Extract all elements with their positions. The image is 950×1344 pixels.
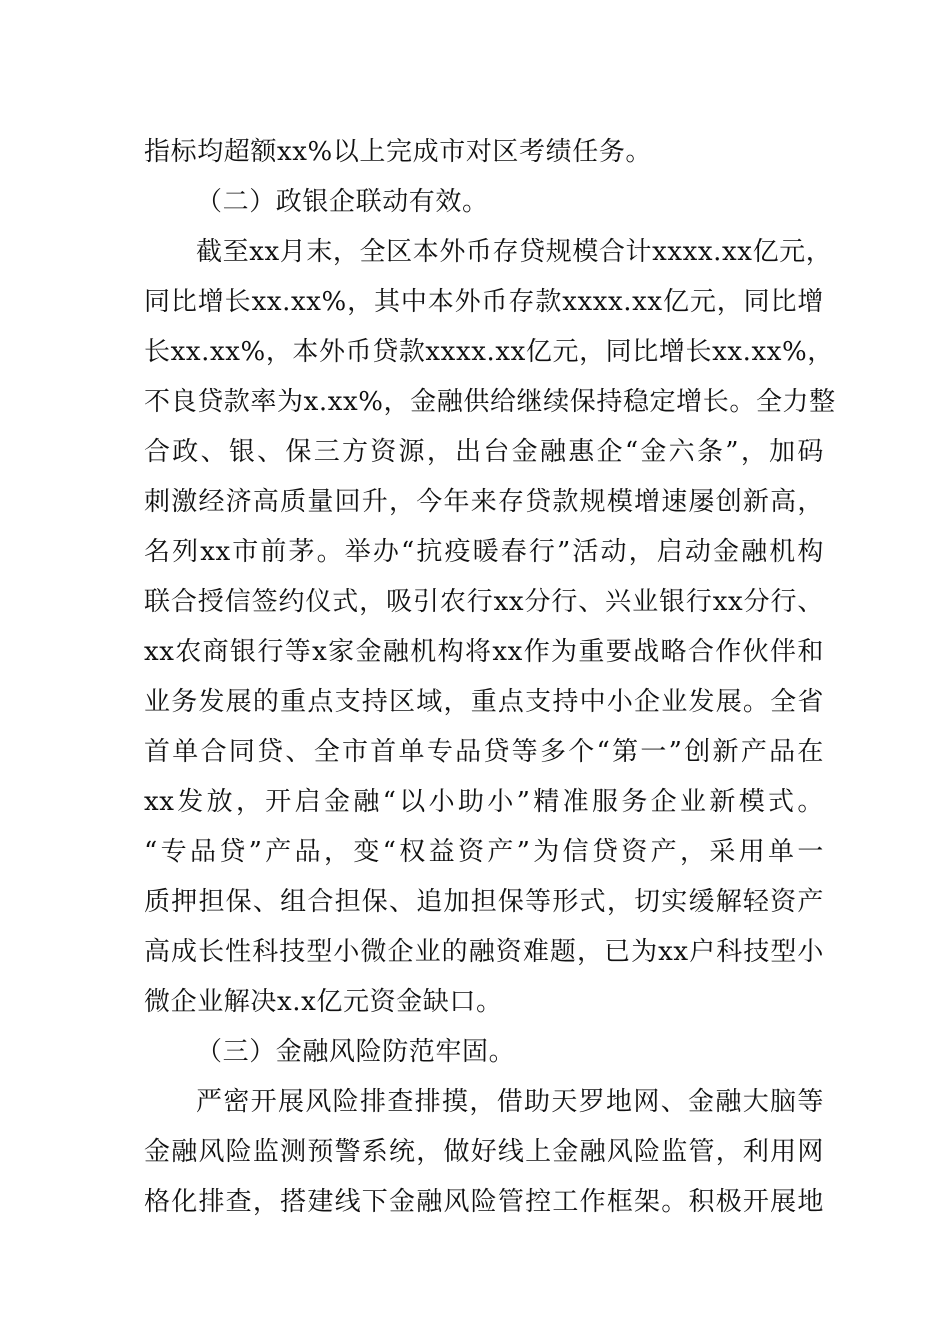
text-line: 合政、银、保三方资源，出台金融惠企“金六条”，加码 (144, 437, 824, 467)
text-line: 业务发展的重点支持区域，重点支持中小企业发展。全省 (144, 687, 824, 717)
text-line: “专品贷”产品，变“权益资产”为信贷资产，采用单一 (144, 837, 824, 867)
text-line: 同比增长xx.xx%，其中本外币存款xxxx.xx亿元，同比增 (144, 287, 824, 317)
text-line: 质押担保、组合担保、追加担保等形式，切实缓解轻资产 (144, 887, 824, 917)
text-line: 金融风险监测预警系统，做好线上金融风险监管，利用网 (144, 1137, 824, 1167)
text-line: 截至xx月末，全区本外币存贷规模合计xxxx.xx亿元， (196, 237, 833, 267)
section-heading: （三）金融风险防范牢固。 (196, 1037, 516, 1067)
text-line: 格化排查，搭建线下金融风险管控工作框架。积极开展地 (144, 1187, 824, 1217)
text-line: 长xx.xx%，本外币贷款xxxx.xx亿元，同比增长xx.xx%， (144, 337, 834, 367)
text-line: 微企业解决x.x亿元资金缺口。 (144, 987, 503, 1017)
text-line: 联合授信签约仪式，吸引农行xx分行、兴业银行xx分行、 (144, 587, 824, 617)
text-line: xx农商银行等x家金融机构将xx作为重要战略合作伙伴和 (144, 637, 824, 667)
text-line: 不良贷款率为x.xx%，金融供给继续保持稳定增长。全力整 (144, 387, 836, 417)
text-line: 指标均超额xx%以上完成市对区考绩任务。 (144, 137, 653, 167)
text-line: 高成长性科技型小微企业的融资难题，已为xx户科技型小 (144, 937, 824, 967)
text-line: xx发放，开启金融“以小助小”精准服务企业新模式。 (144, 787, 824, 817)
text-line: 严密开展风险排查排摸，借助天罗地网、金融大脑等 (196, 1087, 824, 1117)
text-line: 首单合同贷、全市首单专品贷等多个“第一”创新产品在 (144, 737, 824, 767)
text-line: 名列xx市前茅。举办“抗疫暖春行”活动，启动金融机构 (144, 537, 824, 567)
text-line: 刺激经济高质量回升，今年来存贷款规模增速屡创新高， (144, 487, 824, 517)
section-heading: （二）政银企联动有效。 (196, 187, 489, 217)
